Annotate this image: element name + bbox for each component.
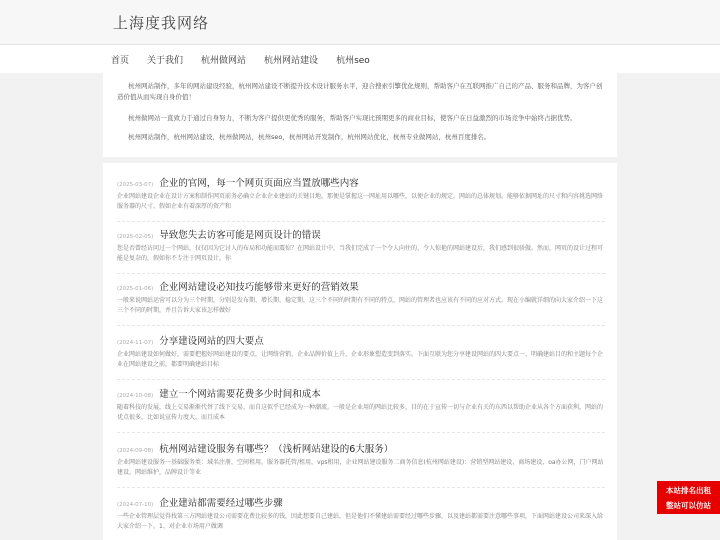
article-item	[117, 386, 605, 423]
intro-paragraph-3: 杭州网站制作，杭州网站建设，杭州做网站，杭州seo，杭州网站开发制作，杭州网站优化，杭州专业做网站，杭州百度排名。	[128, 133, 491, 141]
main-nav	[0, 45, 720, 73]
article-title[interactable]: 企业建站都需要经过哪些步骤	[159, 498, 283, 509]
article-title[interactable]: 杭州网站建设服务有哪些？（浅析网站建设的6大服务）	[159, 444, 394, 455]
article-date: (2024-07-10)	[117, 502, 154, 508]
article-date: (2025-01-06)	[117, 286, 154, 292]
article-date: (2024-09-08)	[117, 448, 154, 454]
intro-panel	[103, 71, 617, 157]
nav-item-home[interactable]: 首页	[111, 56, 130, 66]
site-header	[0, 0, 720, 45]
intro-paragraph-1: 杭州网站制作，多年的网站建设经验，杭州网站建设不断提升技术设计服务水平，迎合搜索引擎优化规则，帮助客户在互联网推广自己的产品、服务和品牌，为客户创造价值从而实现自身价值！	[117, 82, 603, 101]
article-title[interactable]: 企业的官网，每一个网页页面应当置放哪些内容	[159, 178, 359, 189]
article-title[interactable]: 导致您失去访客可能是网页设计的错误	[159, 230, 321, 241]
divider	[117, 379, 605, 380]
divider	[117, 432, 605, 433]
article-summary: 企业网站建设服务一基础服务类：域名注册，空间租用，服务器托管/租用，vps租用，企业网站建设服务二商务信息(杭州网站建设)：营销型网站建设，商场建设，oa办公网，门户网站建设，网站维护，品牌设计等业	[117, 459, 604, 476]
article-list	[103, 163, 617, 540]
article-summary: 您是否曾经访问过一个网站，仅仅因为它讨人的布局和功能而震惊？在网站设计中，当我们完成了一个令人向往的、令人惊艳的网站建设后，我们感到很骄傲。然而，网页的设计过程可能是复杂的，假如你不专注于网页设计，你	[117, 245, 604, 262]
article-item	[117, 333, 605, 370]
article-title[interactable]: 分享建设网站的四大要点	[159, 336, 264, 347]
article-item	[117, 441, 605, 478]
article-item	[117, 227, 605, 264]
nav-item-seo[interactable]: 杭州seo	[336, 56, 370, 66]
article-title[interactable]: 企业网站建设必知技巧能够带来更好的营销效果	[159, 282, 359, 293]
article-date: (2025-03-07)	[117, 182, 154, 188]
rent-ad-badge[interactable]	[657, 481, 720, 514]
divider	[117, 487, 605, 488]
nav-item-make-website[interactable]: 杭州做网站	[201, 56, 247, 66]
article-date: (2024-11-07)	[117, 340, 154, 346]
article-date: (2025-02-05)	[117, 234, 154, 240]
article-item	[117, 495, 605, 532]
site-title[interactable]: 上海度我网络	[113, 14, 210, 32]
article-summary: 企业网站建设如何做好，需要把握好网站建设的要点，让网络营销、企业品牌价值上升、企业形象塑造变到落实。下面互联为您分享建设网站的四大要点一、明确建站目的和主题每个企业在网站建设之前，都要明确建站目标	[117, 351, 604, 368]
article-item	[117, 175, 605, 212]
article-summary: 企业网站建设企业在设计方案和制作网页前务必确立企业企业建站的关键目地。那便是掌握这一网址用以哪些，以便企业的规定，网站的总体规划。能够依据网址的尺寸和内容挑选网络服务器的尺寸。假如企业有着深厚的资产和	[117, 193, 604, 210]
nav-item-website-build[interactable]: 杭州网站建设	[264, 56, 319, 66]
article-title[interactable]: 建立一个网站需要花费多少时间和成本	[159, 389, 321, 400]
divider	[117, 221, 605, 222]
article-summary: 一般来说网站运营可以分为三个时期，分别是发布期、增长期、稳定期，这三个不同的时期有不同的特点，网站的管理者也应该有不同的应对方式。现在小编就详细的向大家介绍一下这三个不同的时期，并且告诉大家该怎样做好	[117, 297, 604, 314]
article-date: (2024-10-08)	[117, 393, 154, 399]
article-summary: 随着科技的发展，线上交易渐渐代替了线下交易，而自这似乎已经成为一种潮流。一般是企业用的网站比较多，目的在于宣传一切与企业有关的东西以帮助企业从各个方面获利，网站的优点很多，比如说宣传力度大，而且成本	[117, 404, 604, 421]
divider	[117, 325, 605, 326]
badge-line-2: 整站可以仿站	[666, 501, 711, 510]
article-item	[117, 279, 605, 316]
intro-paragraph-2: 杭州做网站一直致力于通过自身努力，不断为客户提供更优秀的服务，帮助客户实现比预期更多的商业目标，使客户在日益激烈的市场竞争中始终占据优势。	[128, 114, 577, 122]
article-summary: 一些企业管理层觉得找第三方网站建设公司需要花费比较多的钱，因此想要自己建站，但是他们不懂建站需要经过哪些步骤，以及建站都需要注意哪些事项，下面网站建设公司来深入给大家介绍一下。1、对企业市场用户做调	[117, 513, 604, 530]
divider	[117, 273, 605, 274]
nav-item-about[interactable]: 关于我们	[147, 56, 184, 66]
badge-line-1: 本站排名出租	[666, 486, 711, 495]
